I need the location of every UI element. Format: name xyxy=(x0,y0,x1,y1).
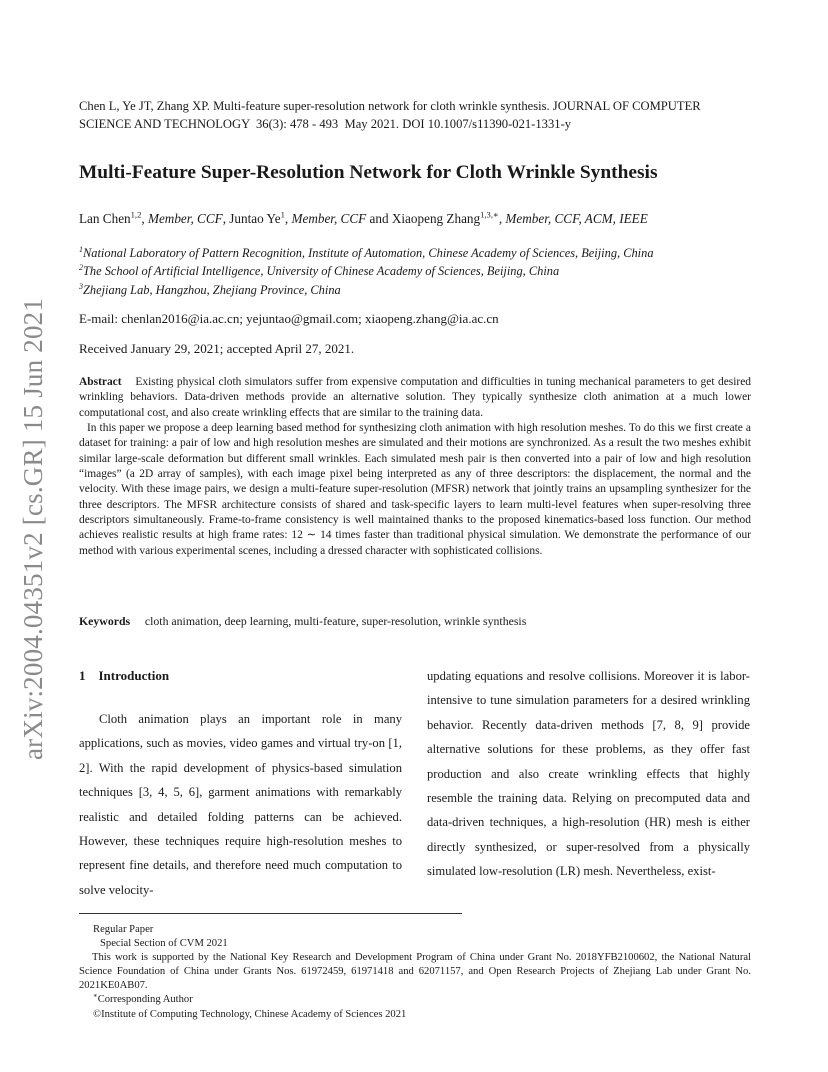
footnote-copyright xyxy=(93,1008,765,1022)
footnote-corresponding xyxy=(93,993,765,1007)
author-name: Lan Chen xyxy=(79,211,131,226)
affiliation-text: National Laboratory of Pattern Recognition, Institute of Automation, Chinese Academy of Sciences, Beijing, China xyxy=(83,246,654,260)
paper-title: Multi-Feature Super-Resolution Network for Cloth Wrinkle Synthesis xyxy=(79,162,658,183)
abstract-paragraph-2 xyxy=(79,421,751,559)
author-membership: Member, CCF xyxy=(147,211,223,226)
abstract-text-1: Existing physical cloth simulators suffer from expensive computation and difficulties in tuning mechanical parameters to get desired wrinkling behaviors. Data-driven methods provide an alternative solution. They typically synthesize cloth animation at a much lower computational cost, and also create wrinkling effects that are similar to the training data. xyxy=(79,376,752,419)
author-membership: Member, CCF, ACM, IEEE xyxy=(505,211,648,226)
section-number: 1 xyxy=(79,668,86,683)
affiliation-text: Zhejiang Lab, Hangzhou, Zhejiang Province, China xyxy=(83,283,341,297)
copyright-text: Institute of Computing Technology, Chinese Academy of Sciences 2021 xyxy=(101,1009,407,1020)
body-column-left: Cloth animation plays an important role in many applications, such as movies, video games and virtual try-on [1, 2]. With the rapid development of physics-based simulation techniques [3, 4, 5, 6], garment animations with remarkably realistic and detailed folding patterns can be achieved. However, these techniques require high-resolution meshes to represent fine details, and therefore need much computation to solve velocity- xyxy=(79,712,402,897)
citation-line-2: SCIENCE AND TECHNOLOGY 36(3): 478 - 493 May 2021. DOI 10.1007/s11390-021-1331-y xyxy=(79,117,572,131)
author-joiner: and xyxy=(369,211,389,226)
abstract-paragraph-1 xyxy=(79,375,751,421)
footnote-paper-type: Regular Paper xyxy=(93,924,154,935)
affiliation-3 xyxy=(79,283,341,298)
affiliation-marker: 1 xyxy=(79,244,84,254)
keywords-label: Keywords xyxy=(79,614,131,628)
journal-citation-header xyxy=(79,97,754,133)
corresponding-marker: ∗ xyxy=(93,992,98,1000)
abstract-text-2: In this paper we propose a deep learning based method for synthesizing cloth animation with high resolution meshes. To do this we first create a dataset for training: a pair of low and high resolution meshes are simulated and their motions are synchronized. As a result the two meshes exhibit similar large-scale deformation but different small wrinkles. Each simulated mesh pair is then converted into a pair of low and high resolution “images” (a 2D array of samples), with each image pixel being interpreted as any of three descriptors: the displacement, the normal and the velocity. With these image pairs, we design a multi-feature super-resolution (MFSR) network that jointly trains an upsampling synthesizer for the three descriptors. The MFSR architecture consists of shared and task-specific layers to learn multi-level features when super-resolving three descriptors simultaneously. Frame-to-frame consistency is well maintained thanks to the proposed kinematics-based loss function. Our method achieves realistic results at high frame rates: 12 ∼ 14 times faster than traditional physical simulation. We demonstrate the performance of our method with various experimental scenes, including a dressed character with sophisticated collisions. xyxy=(79,422,751,557)
affiliation-1 xyxy=(79,246,654,261)
affiliation-marker: 3 xyxy=(79,281,84,291)
abstract-label: Abstract xyxy=(79,376,122,388)
author-membership: Member, CCF xyxy=(291,211,367,226)
keywords-text: cloth animation, deep learning, multi-feature, super-resolution, wrinkle synthesis xyxy=(144,614,527,628)
copyright-icon: © xyxy=(93,1009,102,1020)
keywords-line xyxy=(79,614,526,629)
author-affil-marker: 1,3,∗ xyxy=(480,209,499,220)
footnote-divider xyxy=(79,913,462,914)
affiliation-marker: 2 xyxy=(79,262,84,272)
author-affil-marker: 1,2 xyxy=(130,209,142,220)
body-column-right: updating equations and resolve collisions. Moreover it is labor-intensive to tune simulation parameters for a desired wrinkling behavior. Recently data-driven methods [7, 8, 9] provide alternative solutions for these problems, as they offer fast production and also create wrinkling effects that highly resemble the training data. Relying on precomputed data and data-driven techniques, a high-resolution (HR) mesh is either directly synthesized, or super-resolved from a physically simulated low-resolution (LR) mesh. Nevertheless, exist- xyxy=(427,669,750,879)
affiliation-2 xyxy=(79,264,559,279)
author-list: Lan Chen$^{1,2}$, Member, CCF, Juntao Ye$^1$, Member, CCF and Xiaopeng Zhang$^{1,3,∗}$, Member, CCF, ACM, IEEE xyxy=(79,209,648,226)
footnote-special-section: Special Section of CVM 2021 xyxy=(100,938,228,949)
author-name: Juntao Ye xyxy=(229,211,281,226)
citation-line-1: Chen L, Ye JT, Zhang XP. Multi-feature super-resolution network for cloth wrinkle synthesis. JOURNAL OF COMPUTER xyxy=(79,99,701,113)
affiliation-text: The School of Artificial Intelligence, University of Chinese Academy of Sciences, Beijing, China xyxy=(83,264,560,278)
section-title: Introduction xyxy=(98,668,170,683)
corresponding-text: Corresponding Author xyxy=(97,994,193,1005)
author-affil-marker: 1 xyxy=(280,209,285,220)
author-name: Xiaopeng Zhang xyxy=(391,211,481,226)
arxiv-identifier-stamp: arXiv:2004.04351v2 [cs.GR] 15 Jun 2021 xyxy=(18,297,48,760)
section-heading-introduction xyxy=(79,668,169,684)
received-dates: Received January 29, 2021; accepted April 27, 2021. xyxy=(79,341,355,356)
footnote-funding: This work is supported by the National Key Research and Development Program of China under Grant No. 2018YFB2100602, the National Natural Science Foundation of China under Grants Nos. 61972459, 61971418 and 62071157, and Open Research Projects of Zhejiang Lab under Grant No. 2021KE0AB07. xyxy=(79,952,751,992)
abstract-block xyxy=(79,375,751,559)
contact-emails: E-mail: chenlan2016@ia.ac.cn; yejuntao@gmail.com; xiaopeng.zhang@ia.ac.cn xyxy=(79,311,499,326)
